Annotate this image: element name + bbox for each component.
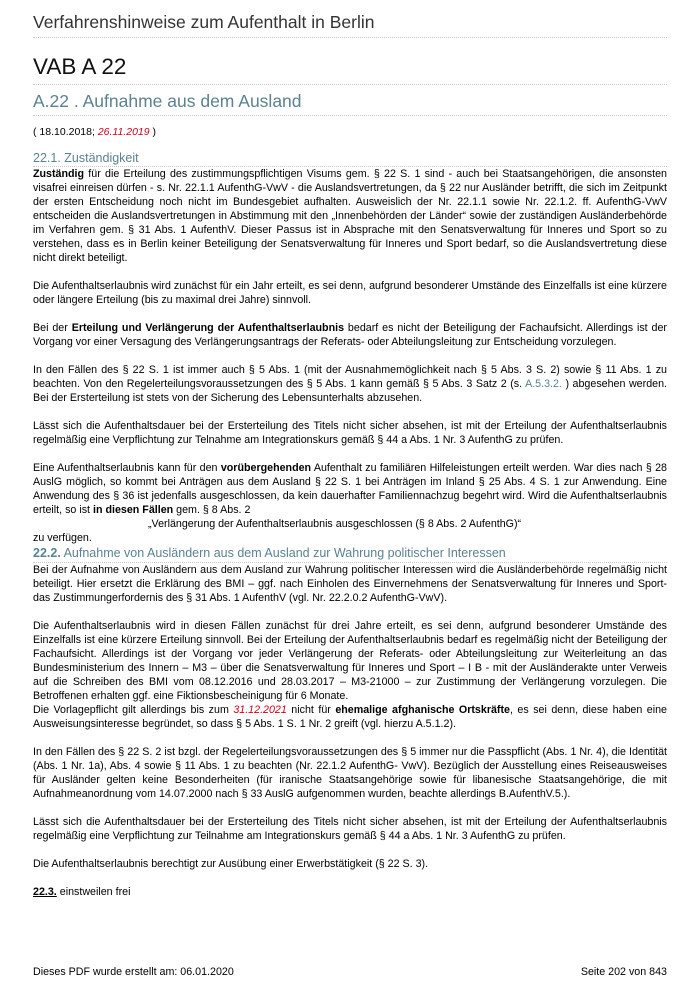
page-number: Seite 202 von 843 (580, 966, 667, 978)
paragraph: Lässt sich die Aufenthaltsdauer bei der Ersterteilung des Titels nicht sicher absehen, ist mit der Erteilung der Aufenthaltserlaubnis regelmäßig eine Verpflichtung zur Teilnahme am Integrationskurs gemäß § 44 a Abs. 1 Nr. 3 AufenthG zu prüfen. (33, 816, 667, 842)
paragraph: Zuständig für die Erteilung des zustimmungspflichtigen Visums gem. § 22 S. 1 sind - auch bei Staatsangehörigen, die ansonsten visafrei einreisen dürfen - s. Nr. 22.1.1 AufenthG-VwV - die Auslandsvertretungen, da § 22 nur Ausländer betrifft, die sich im Zeitpunkt der ersten Entscheidung noch nicht im Bundesgebiet aufhalten. Ausweislich der Nr. 22.1.1 sowie Nr. 22.1.2. ff. AufenthG-VwV entscheiden die Auslandsvertretungen in Abstimmung mit den „Innenbehörden der Länder“ sowie der zuständigen Ausländerbehörde im Verfahren gem. § 31 Abs. 1 AufenthV. Dieser Passus ist in Absprache mit den Senatsverwaltung für Inneres und Sport so zu verstehen, dass es in Berlin keiner Beteiligung der Senatsverwaltung für Inneres und Sport bedarf, so die Auslandsvertretung diese nicht direkt beteiligt. (33, 168, 667, 264)
document-page (33, 0, 667, 899)
page-footer (33, 966, 667, 978)
paragraph: Die Aufenthaltserlaubnis berechtigt zur Ausübung einer Erwerbstätigkeit (§ 22 S. 3). (33, 858, 429, 870)
paragraph: Bei der Erteilung und Verlängerung der Aufenthaltserlaubnis bedarf es nicht der Beteiligung der Fachaufsicht. Allerdings ist der Vorgang vor einer Versagung des Verlängerungsantrags der Referats- oder Abteilungsleitung zur Entscheidung vorzulegen. (33, 322, 667, 348)
paragraph: Eine Aufenthaltserlaubnis kann für den vorübergehenden Aufenthalt zu familiären Hilfeleistungen erteilt werden. War dies nach § 28 AuslG möglich, so kommt bei Anträgen aus dem Ausland § 22 S. 1 bei Anträgen im Inland § 25 Abs. 4 S. 1 zur Anwendung. Eine Anwendung des § 36 ist jedenfalls ausgeschlossen, da kein dauerhafter Familiennachzug begehrt wird. Wird die Aufenthaltserlaubnis erteilt, so ist in diesen Fällen gem. § 8 Abs. 2 (33, 462, 667, 516)
heading-22-3: 22.3. einstweilen frei (33, 886, 131, 898)
paragraph: In den Fällen des § 22 S. 2 ist bzgl. der Regelerteilungsvoraussetzungen des § 5 immer nur die Passpflicht (Abs. 1 Nr. 4), die Identität (Abs. 1 Nr. 1a), Abs. 4 sowie § 11 Abs. 1 zu beachten (Nr. 22.1.2 AufenthG- VwV). Bezüglich der Ausstellung eines Reiseausweises für Ausländer gelten keine Besonderheiten (für iranische Staatsangehörige sowie für libanesische Staatsangehörige, die mit Aufnahmeanordnung vom 14.07.2000 nach § 33 AuslG aufgenommen wurden, beachte allerdings B.AufenthV.5.). (33, 746, 667, 800)
section-22-2-body (33, 563, 667, 899)
created-date: Dieses PDF wurde erstellt am: 06.01.2020 (33, 966, 234, 978)
heading-22-1: 22.1. Zuständigkeit (33, 151, 667, 167)
revision-dates: ( 18.10.2018; 26.11.2019 ) (33, 126, 157, 138)
heading-22-2: 22.2. Aufnahme von Ausländern aus dem Ausland zur Wahrung politischer Interessen (33, 546, 667, 563)
link-a-5-3-2[interactable]: A.5.3.2. (525, 378, 562, 390)
paragraph: In den Fällen des § 22 S. 1 ist immer auch § 5 Abs. 1 (mit der Ausnahmemöglichkeit nach § 5 Abs. 3 S. 2) sowie § 11 Abs. 1 zu beachten. Von den Regelerteilungsvoraussetzungen des § 5 Abs. 1 kann gemäß § 5 Abs. 3 Satz 2 (s. A.5.3.2. ) abgesehen werden. Bei der Ersterteilung ist stets von der Sicherung des Lebensunterhalts abzusehen. (33, 364, 667, 404)
site-title: Verfahrenshinweise zum Aufenthalt in Berlin (33, 0, 667, 38)
paragraph: Lässt sich die Aufenthaltsdauer bei der Ersterteilung des Titels nicht sicher absehen, ist mit der Erteilung der Aufenthaltserlaubnis regelmäßig eine Verpflichtung zur Telnahme am Integrationskurs gemäß § 44 a Abs. 1 Nr. 3 AufenthG zu prüfen. (33, 420, 667, 446)
revision-date-red: 26.11.2019 (97, 126, 150, 138)
paragraph: Bei der Aufnahme von Ausländern aus dem Ausland zur Wahrung politischer Interessen wird die Ausländerbehörde regelmäßig nicht beteiligt. Hier ersetzt die Erklärung des BMI – ggf. nach Einholen des Einvernehmens der Senatsverwaltung für Inneres und Sport- das Zustimmungerfordernis des § 31 Abs. 1 AufenthV (vgl. Nr. 22.2.0.2 AufenthG-VwV). (33, 564, 667, 604)
section-22-1-body (33, 167, 667, 545)
paragraph: Die Aufenthaltserlaubnis wird in diesen Fällen zunächst für drei Jahre erteilt, es sei denn, aufgrund besonderer Umstände des Einzelfalls ist eine kürzere Erteilung sinnvoll. Bei der Erteilung der Aufenthaltserlaubnis bedarf es regelmäßig nicht der Beteiligung der Fachaufsicht. Allerdings ist der Vorgang vor jeder Verlängerung der Referats- oder Abteilungsleitung zur Weiterleitung an das Bundesministerium des Innern – M3 – über die Senatsverwaltung für Inneres und Sport – I B - mit der Ausländerakte unter Verweis auf die Schreiben des BMI vom 08.12.2016 und 28.03.2017 – M3-21000 – zur Zustimmung der Verlängerung vorzulegen. Die Betroffenen erhalten ggf. eine Fiktionsbescheinigung für 6 Monate. (33, 620, 667, 702)
paragraph: zu verfügen. (33, 532, 92, 544)
section-title: A.22 . Aufnahme aus dem Ausland (33, 85, 667, 116)
deadline-date: 31.12.2021 (233, 704, 287, 716)
paragraph: Die Vorlagepflicht gilt allerdings bis zum 31.12.2021 nicht für ehemalige afghanische Ortskräfte, es sei denn, diese haben eine Ausweisungsinteresse begründet, so dass § 5 Abs. 1 S. 1 Nr. 2 greift (vgl. hierzu A.5.1.2). (33, 704, 667, 730)
paragraph: Die Aufenthaltserlaubnis wird zunächst für ein Jahr erteilt, es sei denn, aufgrund besonderer Umstände des Einzelfalls ist eine kürzere oder längere Erteilung (bis zu maximal drei Jahre) sinnvoll. (33, 280, 667, 306)
quote: „Verlängerung der Aufenthaltserlaubnis ausgeschlossen (§ 8 Abs. 2 AufenthG)“ (148, 518, 522, 530)
page-title: VAB A 22 (33, 38, 667, 85)
